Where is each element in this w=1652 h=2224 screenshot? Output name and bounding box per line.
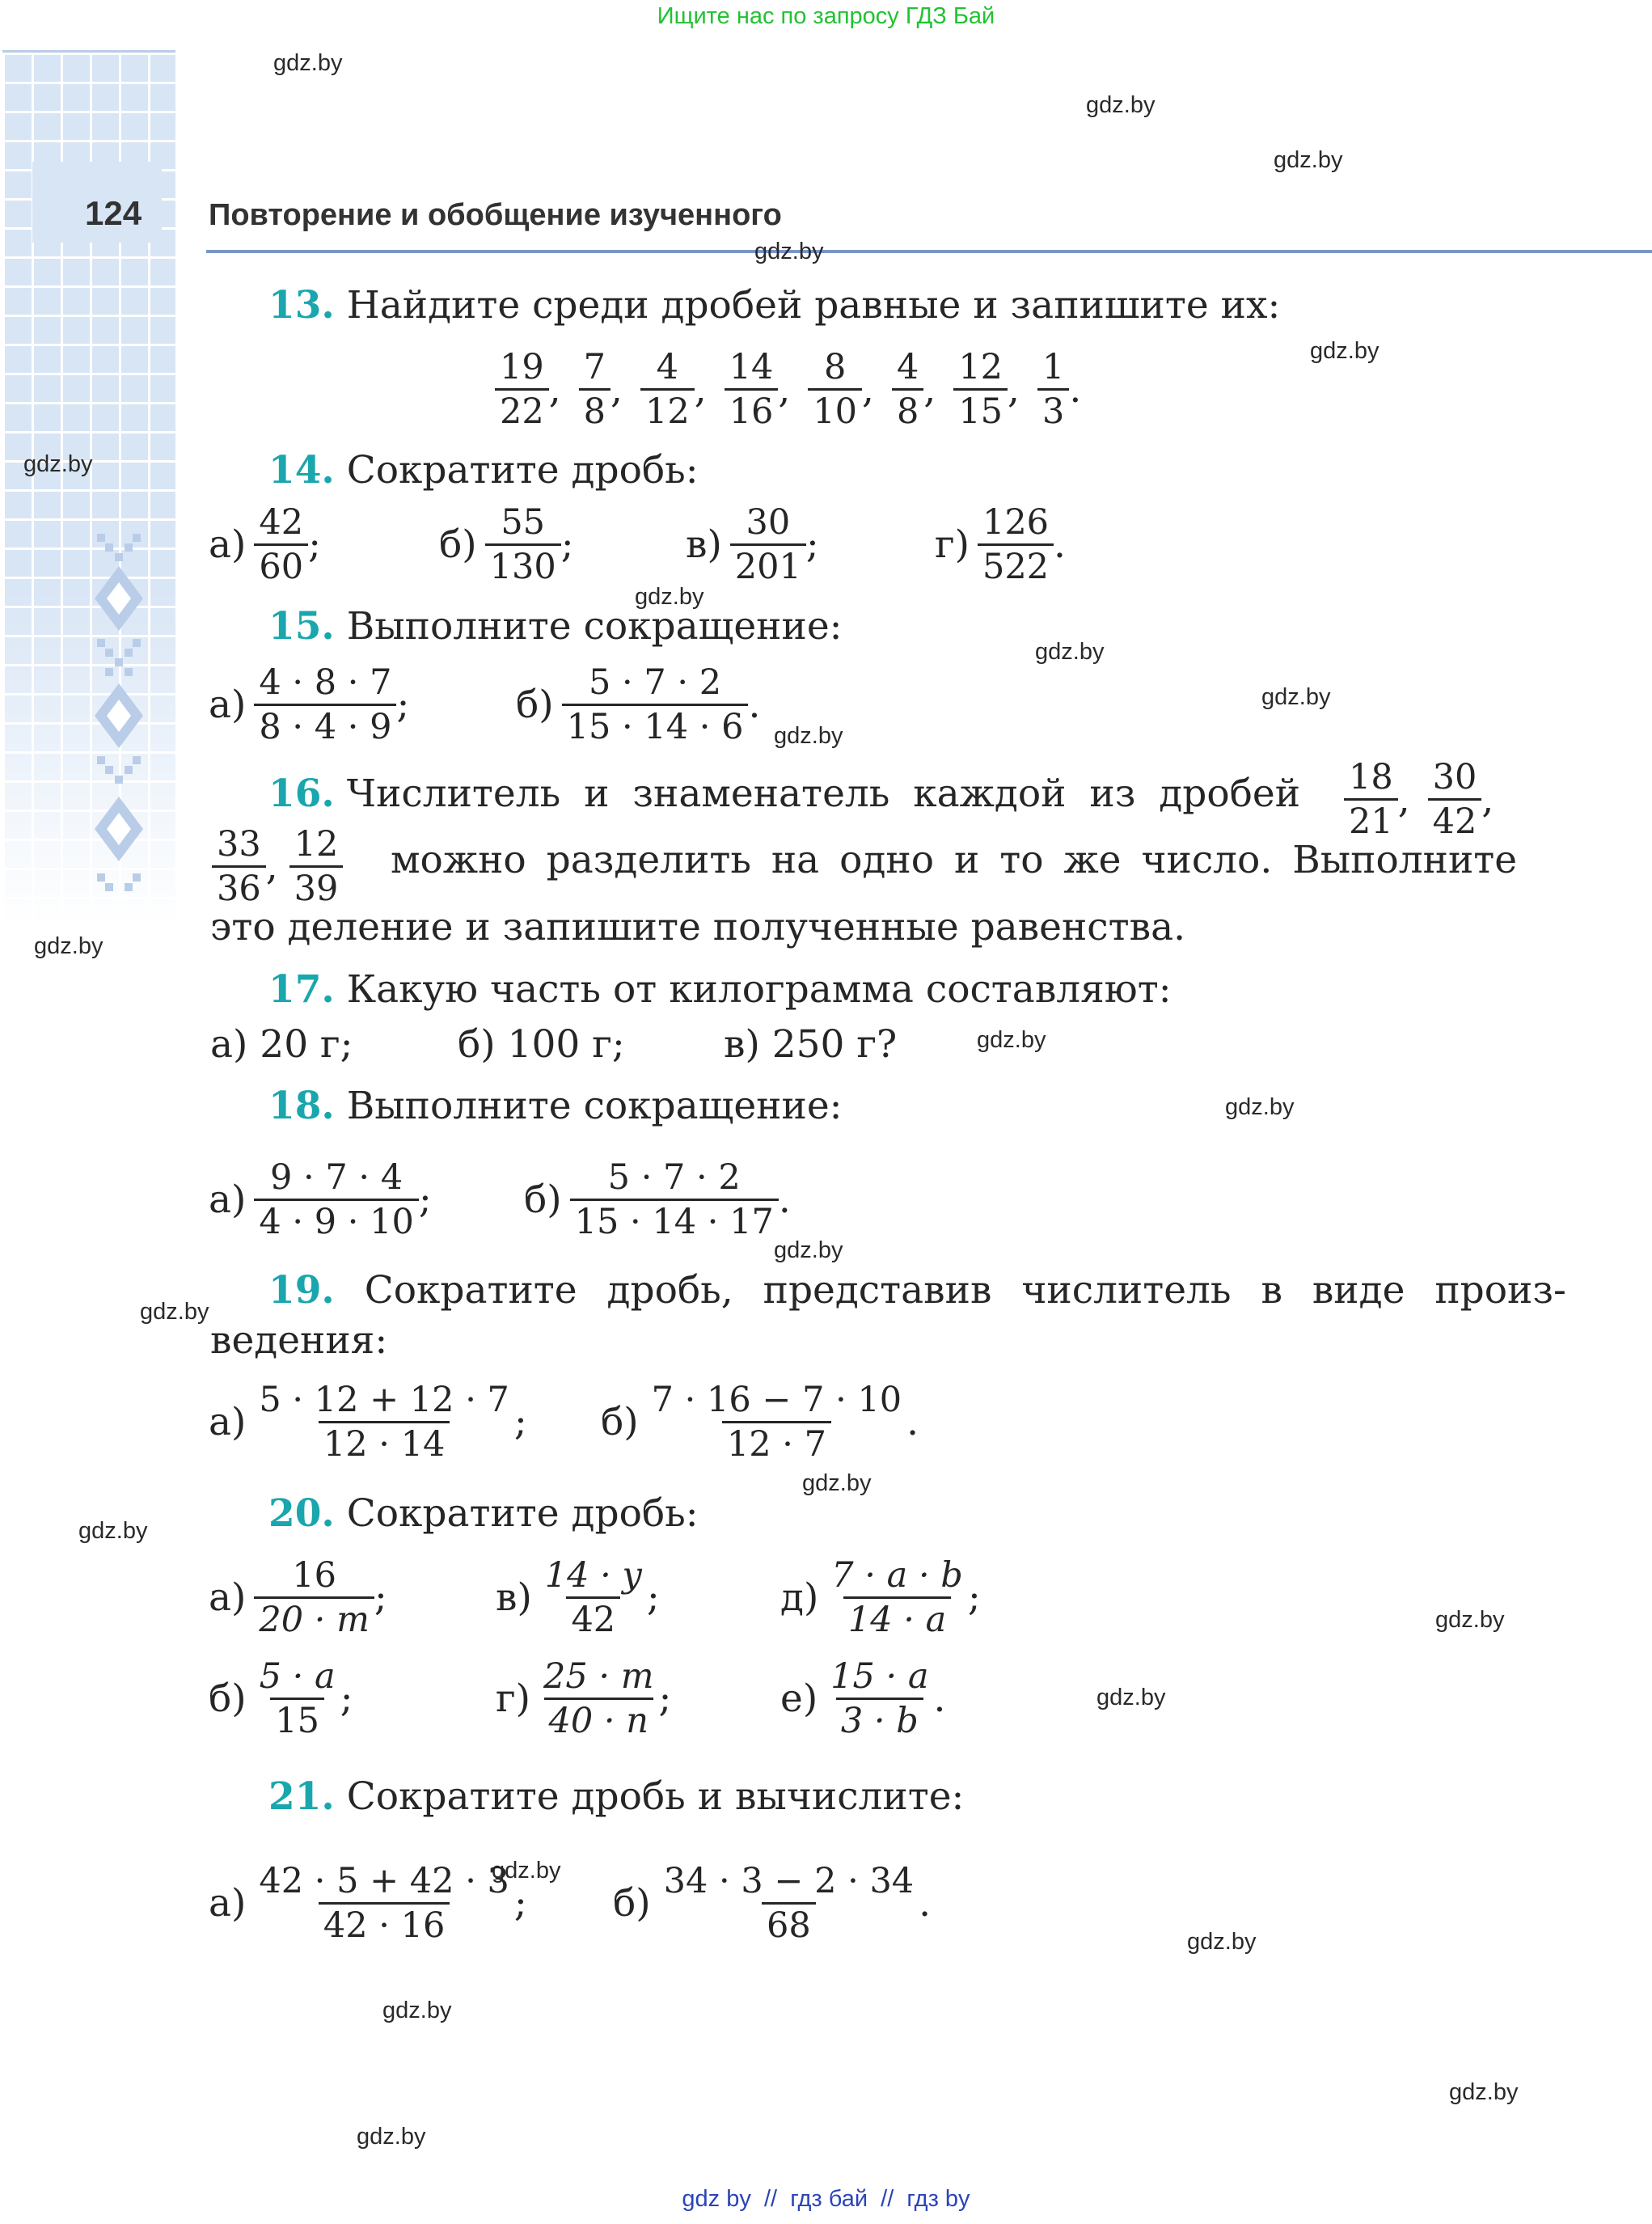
section-title: Повторение и обобщение изученного bbox=[209, 198, 782, 232]
task-number: 14. bbox=[268, 448, 335, 493]
task-text: Выполните сокращение: bbox=[346, 1084, 843, 1128]
task-18-title bbox=[268, 1082, 842, 1131]
watermark: gdz.by bbox=[1096, 1685, 1166, 1710]
footer-links[interactable]: gdz by // гдз бай // гдз by bbox=[682, 2186, 970, 2212]
task-19-line2: ведения: bbox=[210, 1318, 388, 1363]
task-17-c: в) 250 г? bbox=[724, 1022, 898, 1067]
fraction: $\frac{1}{3}$ bbox=[1037, 346, 1069, 433]
task-number: 16. bbox=[268, 772, 335, 816]
task-text: Найдите среди дробей равные и запишите их: bbox=[346, 283, 1281, 328]
task-number: 17. bbox=[268, 967, 335, 1012]
watermark: gdz.by bbox=[34, 933, 104, 959]
task-16-line2: можно разделить на одно и то же число. Выполните bbox=[391, 838, 1518, 882]
watermark: gdz.by bbox=[1187, 1929, 1257, 1955]
task-text: Сократите дробь: bbox=[346, 1491, 699, 1536]
task-14-title bbox=[268, 446, 699, 495]
fraction: $\frac{14}{16}$ bbox=[725, 346, 779, 433]
task-15-items: а) $\frac{4 \cdot 8 \cdot 7}{8 \cdot 4 \cdot 9}$ ; б) $\frac{5 \cdot 7 \cdot 2}{15 \cdot 14 \cdot 6}$ . bbox=[209, 662, 761, 747]
task-number: 19. bbox=[268, 1268, 335, 1313]
task-number: 15. bbox=[268, 604, 335, 649]
task-text: Числитель и знаменатель каждой из дробей bbox=[346, 772, 1301, 816]
watermark: gdz.by bbox=[273, 50, 343, 76]
fraction: $\frac{4}{8}$ bbox=[892, 346, 923, 433]
task-16-fractions-b: $\frac{33}{36}$ , $\frac{12}{39}$ bbox=[212, 823, 343, 910]
watermark: gdz.by bbox=[382, 1998, 452, 2023]
task-text: Сократите дробь и вычислите: bbox=[346, 1774, 965, 1819]
watermark: gdz.by bbox=[140, 1299, 209, 1325]
task-15-title bbox=[268, 603, 842, 651]
task-16-line3: это деление и запишите полученные равенства. bbox=[210, 905, 1186, 949]
task-text: Какую часть от килограмма составляют: bbox=[346, 967, 1172, 1012]
watermark: gdz.by bbox=[754, 239, 824, 264]
task-text: Сократите дробь: bbox=[346, 448, 699, 493]
task-text: Выполните сокращение: bbox=[346, 604, 843, 649]
watermark: gdz.by bbox=[774, 723, 843, 749]
top-banner: Ищите нас по запросу ГДЗ Бай bbox=[657, 3, 995, 29]
fraction: $\frac{4}{12}$ bbox=[640, 346, 695, 433]
task-19-line1 bbox=[268, 1266, 1566, 1315]
task-13-title bbox=[268, 281, 1280, 330]
task-20-row1: а) $\frac{16}{20 \cdot m}$ ; в) $\frac{14 \cdot y}{42}$ ; д) $\frac{7 \cdot a \cdot b}{14 \cdot a}$ ; bbox=[209, 1555, 981, 1640]
task-number: 20. bbox=[268, 1491, 335, 1536]
fraction: $\frac{7}{8}$ bbox=[579, 346, 611, 433]
watermark: gdz.by bbox=[1310, 338, 1379, 364]
task-16-fractions-a: $\frac{18}{21}$ , $\frac{30}{42}$ , bbox=[1344, 756, 1494, 843]
watermark: gdz.by bbox=[1274, 147, 1343, 173]
watermark: gdz.by bbox=[977, 1027, 1046, 1053]
fraction: $\frac{8}{10}$ bbox=[808, 346, 862, 433]
task-13-fractions: $\frac{19}{22}$ , $\frac{7}{8}$ , $\frac{4}{12}$ , $\frac{14}{16}$ , $\frac{8}{10}$ , $\frac{4}{8}$ , $\frac{12}{15}$ , $\frac{1}{3}$ . bbox=[495, 346, 1081, 433]
task-16-line1 bbox=[268, 770, 1300, 818]
task-number: 13. bbox=[268, 283, 335, 328]
watermark: gdz.by bbox=[802, 1470, 872, 1496]
watermark: gdz.by bbox=[1035, 639, 1105, 665]
watermark: gdz.by bbox=[23, 451, 93, 477]
task-18-items: а) $\frac{9 \cdot 7 \cdot 4}{4 \cdot 9 \cdot 10}$ ; б) $\frac{5 \cdot 7 \cdot 2}{15 \cdot 14 \cdot 17}$ . bbox=[209, 1157, 791, 1242]
task-21-items: а) $\frac{42 \cdot 5 + 42 \cdot 3}{42 \cdot 16}$ ; б) $\frac{34 \cdot 3 - 2 \cdot 34}{68}$ . bbox=[209, 1861, 932, 1946]
fraction: $\frac{12}{15}$ bbox=[953, 346, 1008, 433]
task-14-items: а) $\frac{42}{60}$ ; б) $\frac{55}{130}$ ; в) $\frac{30}{201}$ ; г) $\frac{126}{522}$ . bbox=[209, 502, 1066, 587]
header-rule bbox=[206, 250, 1652, 253]
watermark: gdz.by bbox=[1449, 2079, 1519, 2105]
watermark: gdz.by bbox=[78, 1518, 148, 1544]
watermark: gdz.by bbox=[774, 1237, 843, 1263]
watermark: gdz.by bbox=[357, 2124, 426, 2150]
task-text: Сократите дробь, представив числитель в виде произ- bbox=[364, 1268, 1566, 1313]
task-17-title bbox=[268, 966, 1172, 1014]
task-20-row2: б) $\frac{5 \cdot a}{15}$ ; г) $\frac{25 \cdot m}{40 \cdot n}$ ; е) $\frac{15 \cdot a}{3 \cdot b}$ . bbox=[209, 1656, 946, 1741]
watermark: gdz.by bbox=[1261, 684, 1331, 710]
watermark: gdz.by bbox=[1086, 92, 1156, 118]
watermark: gdz.by bbox=[492, 1858, 561, 1884]
task-20-title bbox=[268, 1490, 699, 1538]
task-17-b: б) 100 г; bbox=[458, 1022, 625, 1067]
fraction: $\frac{19}{22}$ bbox=[495, 346, 549, 433]
watermark: gdz.by bbox=[635, 584, 704, 610]
watermark: gdz.by bbox=[1225, 1094, 1295, 1120]
page-number: 124 bbox=[85, 194, 142, 232]
task-21-title bbox=[268, 1773, 964, 1821]
task-17-a: а) 20 г; bbox=[210, 1022, 353, 1067]
task-19-items: а) $\frac{5 \cdot 12 + 12 \cdot 7}{12 \cdot 14}$ ; б) $\frac{7 \cdot 16 - 7 \cdot 10}{12 \cdot 7}$ . bbox=[209, 1380, 919, 1465]
task-number: 18. bbox=[268, 1084, 335, 1128]
task-number: 21. bbox=[268, 1774, 335, 1819]
ornament-icon bbox=[91, 534, 147, 906]
watermark: gdz.by bbox=[1435, 1607, 1505, 1633]
